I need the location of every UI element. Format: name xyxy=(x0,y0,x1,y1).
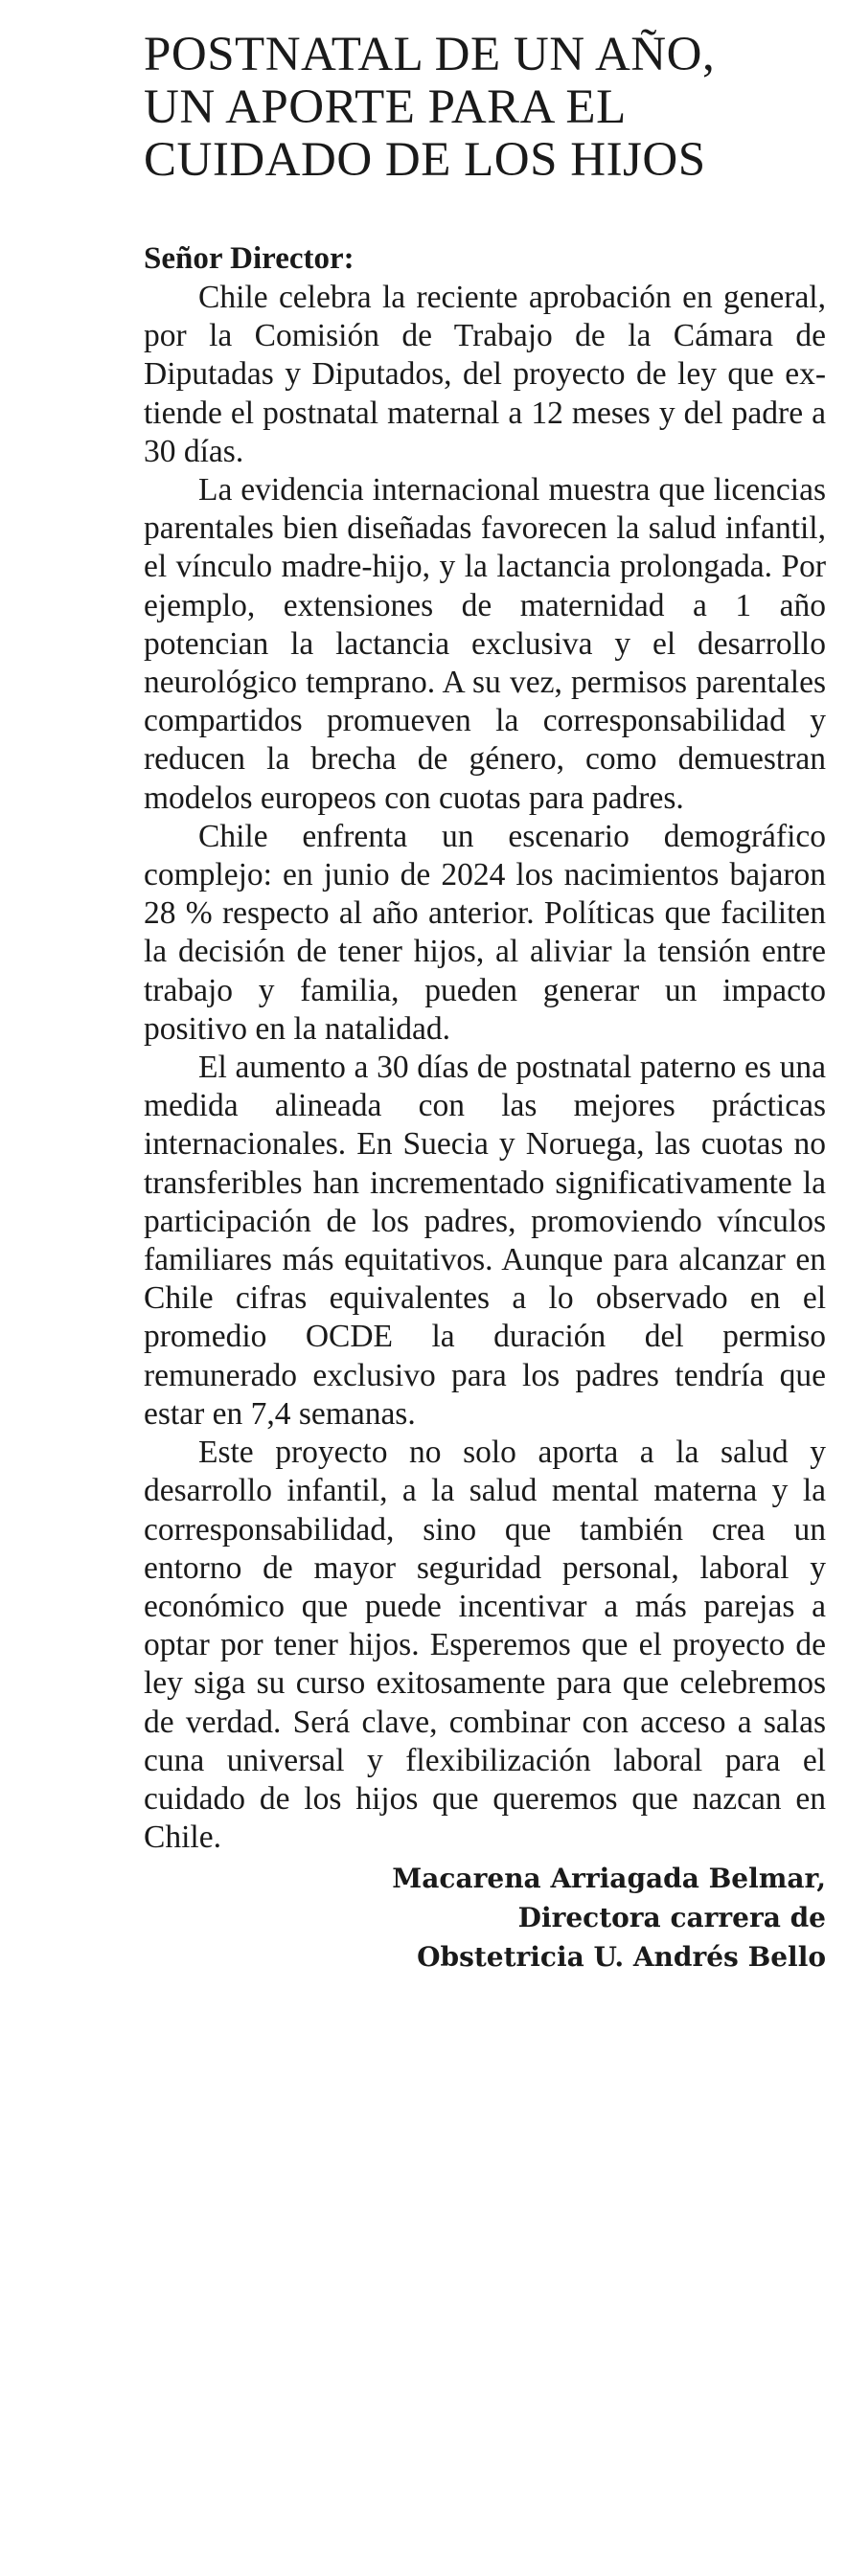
headline-line: UN APORTE PARA EL xyxy=(144,80,627,134)
headline-line: POSTNATAL DE UN AÑO, xyxy=(144,28,716,81)
salutation: Señor Director: xyxy=(144,241,355,276)
paragraph: Chile celebra la reciente aprobación en general, por la Comisión de Trabajo de la Cámara de Diputadas y Diputados, del proyecto de ley que extiende el postnatal maternal a 12 meses y del padre a 30 días. xyxy=(144,280,826,469)
paragraph: El aumento a 30 días de postnatal paterno es una medida alineada con las mejores prácticas internacionales. En Suecia y Noruega, las cuotas no transferibles han incrementado significativamente la participación de los padres, promoviendo vínculos familiares más equitativos. Aunque para alcanzar en Chile cifras equivalentes a lo observado en el promedio OCDE la duración del permiso remunerado exclusivo para los padres tendría que estar en 7,4 semanas. xyxy=(144,1050,826,1432)
signature-block xyxy=(144,1859,826,1977)
letter-body xyxy=(144,279,826,1857)
signature-role: Directora carrera de xyxy=(517,1902,826,1934)
signature-institution: Obstetricia U. Andrés Bello xyxy=(417,1941,826,1974)
paragraph: La evidencia internacional muestra que licencias parentales bien diseñadas favorecen la salud infantil, el vínculo madre-hijo, y la lactancia prolongada. Por ejemplo, extensiones de maternidad a 1 año potencian la lactancia exclusiva y el desarrollo neurológico temprano. A su vez, permisos parentales compartidos promueven la corresponsabilidad y reducen la brecha de género, como demuestran modelos europeos con cuotas para padres. xyxy=(144,472,826,816)
headline-line: CUIDADO DE LOS HIJOS xyxy=(144,133,706,187)
headline xyxy=(144,29,826,187)
paragraph: Chile enfrenta un escenario demográfico complejo: en junio de 2024 los nacimientos bajaron 28 % respecto al año anterior. Políticas que faciliten la decisión de tener hijos, al aliviar la tensión entre trabajo y familia, pueden generar un impacto positivo en la natalidad. xyxy=(144,818,826,1047)
signature-name: Macarena Arriagada Belmar, xyxy=(392,1863,826,1895)
paragraph: Este proyecto no solo aporta a la salud y desarrollo infantil, a la salud mental materna y la corresponsabilidad, sino que también crea un entorno de mayor seguridad personal, laboral y económico que puede incentivar a más parejas a optar por tener hijos. Esperemos que el proyecto de ley siga su curso exitosamente para que celebremos de verdad. Será clave, combinar con acceso a salas cuna universal y flexibilización laboral para el cuidado de los hijos que queremos que nazcan en Chile. xyxy=(144,1435,826,1856)
letter-column xyxy=(144,29,826,1977)
